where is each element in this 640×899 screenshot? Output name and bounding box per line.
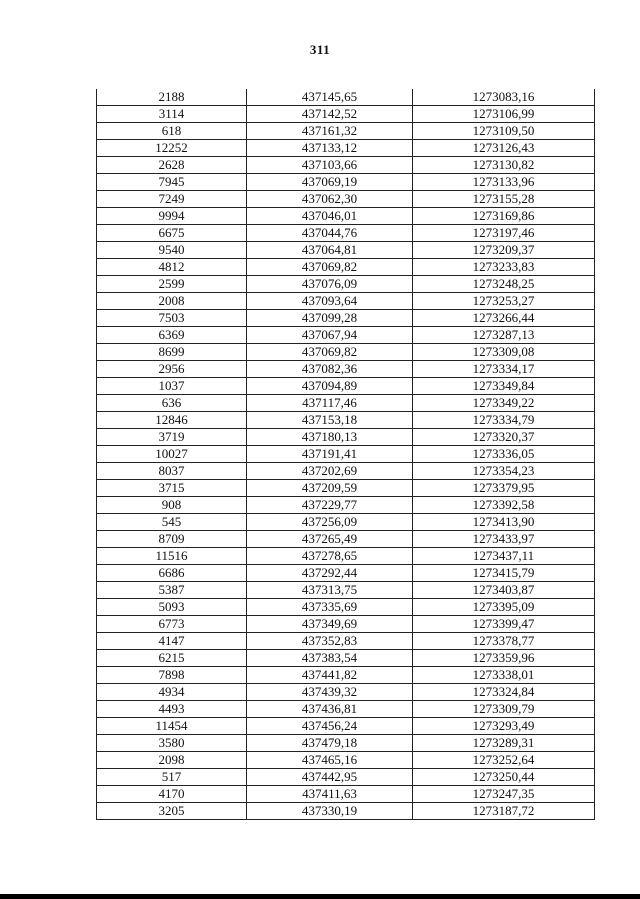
point-number-cell: 3715 <box>97 480 247 497</box>
table-row <box>97 140 595 157</box>
table-row <box>97 276 595 293</box>
y-coordinate-cell: 1273415,79 <box>413 565 595 582</box>
point-number-cell: 636 <box>97 395 247 412</box>
table-row <box>97 157 595 174</box>
point-number-cell: 9540 <box>97 242 247 259</box>
table-row <box>97 531 595 548</box>
x-coordinate-cell: 437062,30 <box>247 191 413 208</box>
point-number-cell: 6686 <box>97 565 247 582</box>
x-coordinate-cell: 437441,82 <box>247 667 413 684</box>
point-number-cell: 517 <box>97 769 247 786</box>
y-coordinate-cell: 1273293,49 <box>413 718 595 735</box>
table-row <box>97 565 595 582</box>
y-coordinate-cell: 1273320,37 <box>413 429 595 446</box>
point-number-cell: 4934 <box>97 684 247 701</box>
table-row <box>97 89 595 106</box>
table-row <box>97 259 595 276</box>
x-coordinate-cell: 437330,19 <box>247 803 413 820</box>
point-number-cell: 10027 <box>97 446 247 463</box>
x-coordinate-cell: 437064,81 <box>247 242 413 259</box>
point-number-cell: 6773 <box>97 616 247 633</box>
x-coordinate-cell: 437099,28 <box>247 310 413 327</box>
table-row <box>97 701 595 718</box>
x-coordinate-cell: 437202,69 <box>247 463 413 480</box>
y-coordinate-cell: 1273392,58 <box>413 497 595 514</box>
y-coordinate-cell: 1273379,95 <box>413 480 595 497</box>
x-coordinate-cell: 437313,75 <box>247 582 413 599</box>
point-number-cell: 1037 <box>97 378 247 395</box>
x-coordinate-cell: 437411,63 <box>247 786 413 803</box>
y-coordinate-cell: 1273169,86 <box>413 208 595 225</box>
y-coordinate-cell: 1273083,16 <box>413 89 595 106</box>
table-row <box>97 548 595 565</box>
table-row <box>97 786 595 803</box>
table-row <box>97 293 595 310</box>
table-row <box>97 395 595 412</box>
table-row <box>97 497 595 514</box>
x-coordinate-cell: 437442,95 <box>247 769 413 786</box>
x-coordinate-cell: 437069,82 <box>247 259 413 276</box>
point-number-cell: 11516 <box>97 548 247 565</box>
x-coordinate-cell: 437349,69 <box>247 616 413 633</box>
table-row <box>97 616 595 633</box>
table-row <box>97 480 595 497</box>
point-number-cell: 3580 <box>97 735 247 752</box>
x-coordinate-cell: 437209,59 <box>247 480 413 497</box>
table-row <box>97 582 595 599</box>
x-coordinate-cell: 437292,44 <box>247 565 413 582</box>
y-coordinate-cell: 1273133,96 <box>413 174 595 191</box>
y-coordinate-cell: 1273248,25 <box>413 276 595 293</box>
table-row <box>97 310 595 327</box>
point-number-cell: 3719 <box>97 429 247 446</box>
table-row <box>97 412 595 429</box>
table-row <box>97 361 595 378</box>
table-row <box>97 752 595 769</box>
table-row <box>97 208 595 225</box>
y-coordinate-cell: 1273334,17 <box>413 361 595 378</box>
table-row <box>97 803 595 820</box>
x-coordinate-cell: 437145,65 <box>247 89 413 106</box>
x-coordinate-cell: 437094,89 <box>247 378 413 395</box>
x-coordinate-cell: 437103,66 <box>247 157 413 174</box>
point-number-cell: 4493 <box>97 701 247 718</box>
x-coordinate-cell: 437335,69 <box>247 599 413 616</box>
y-coordinate-cell: 1273209,37 <box>413 242 595 259</box>
y-coordinate-cell: 1273106,99 <box>413 106 595 123</box>
page-number: 311 <box>309 42 331 57</box>
table-row <box>97 463 595 480</box>
y-coordinate-cell: 1273253,27 <box>413 293 595 310</box>
y-coordinate-cell: 1273309,08 <box>413 344 595 361</box>
table-row <box>97 633 595 650</box>
x-coordinate-cell: 437436,81 <box>247 701 413 718</box>
x-coordinate-cell: 437161,32 <box>247 123 413 140</box>
y-coordinate-cell: 1273336,05 <box>413 446 595 463</box>
y-coordinate-cell: 1273233,83 <box>413 259 595 276</box>
y-coordinate-cell: 1273266,44 <box>413 310 595 327</box>
y-coordinate-cell: 1273109,50 <box>413 123 595 140</box>
coordinates-table <box>96 89 595 820</box>
point-number-cell: 2008 <box>97 293 247 310</box>
point-number-cell: 12252 <box>97 140 247 157</box>
point-number-cell: 7503 <box>97 310 247 327</box>
x-coordinate-cell: 437076,09 <box>247 276 413 293</box>
x-coordinate-cell: 437465,16 <box>247 752 413 769</box>
point-number-cell: 2628 <box>97 157 247 174</box>
y-coordinate-cell: 1273413,90 <box>413 514 595 531</box>
x-coordinate-cell: 437265,49 <box>247 531 413 548</box>
y-coordinate-cell: 1273338,01 <box>413 667 595 684</box>
coordinates-table-container <box>96 89 594 820</box>
point-number-cell: 6215 <box>97 650 247 667</box>
x-coordinate-cell: 437278,65 <box>247 548 413 565</box>
x-coordinate-cell: 437229,77 <box>247 497 413 514</box>
point-number-cell: 5093 <box>97 599 247 616</box>
point-number-cell: 4147 <box>97 633 247 650</box>
table-row <box>97 667 595 684</box>
point-number-cell: 6369 <box>97 327 247 344</box>
x-coordinate-cell: 437046,01 <box>247 208 413 225</box>
y-coordinate-cell: 1273126,43 <box>413 140 595 157</box>
point-number-cell: 12846 <box>97 412 247 429</box>
x-coordinate-cell: 437133,12 <box>247 140 413 157</box>
table-row <box>97 242 595 259</box>
point-number-cell: 8037 <box>97 463 247 480</box>
point-number-cell: 11454 <box>97 718 247 735</box>
table-row <box>97 344 595 361</box>
y-coordinate-cell: 1273349,84 <box>413 378 595 395</box>
x-coordinate-cell: 437082,36 <box>247 361 413 378</box>
x-coordinate-cell: 437352,83 <box>247 633 413 650</box>
table-row <box>97 378 595 395</box>
point-number-cell: 2956 <box>97 361 247 378</box>
point-number-cell: 3114 <box>97 106 247 123</box>
x-coordinate-cell: 437117,46 <box>247 395 413 412</box>
x-coordinate-cell: 437180,13 <box>247 429 413 446</box>
y-coordinate-cell: 1273378,77 <box>413 633 595 650</box>
point-number-cell: 545 <box>97 514 247 531</box>
x-coordinate-cell: 437067,94 <box>247 327 413 344</box>
point-number-cell: 4812 <box>97 259 247 276</box>
x-coordinate-cell: 437383,54 <box>247 650 413 667</box>
y-coordinate-cell: 1273334,79 <box>413 412 595 429</box>
y-coordinate-cell: 1273197,46 <box>413 225 595 242</box>
x-coordinate-cell: 437069,82 <box>247 344 413 361</box>
table-row <box>97 599 595 616</box>
point-number-cell: 4170 <box>97 786 247 803</box>
table-row <box>97 684 595 701</box>
point-number-cell: 908 <box>97 497 247 514</box>
table-row <box>97 718 595 735</box>
scan-bottom-edge <box>0 894 640 899</box>
y-coordinate-cell: 1273287,13 <box>413 327 595 344</box>
y-coordinate-cell: 1273395,09 <box>413 599 595 616</box>
x-coordinate-cell: 437044,76 <box>247 225 413 242</box>
table-row <box>97 174 595 191</box>
y-coordinate-cell: 1273250,44 <box>413 769 595 786</box>
point-number-cell: 7249 <box>97 191 247 208</box>
table-row <box>97 225 595 242</box>
point-number-cell: 7945 <box>97 174 247 191</box>
point-number-cell: 9994 <box>97 208 247 225</box>
y-coordinate-cell: 1273433,97 <box>413 531 595 548</box>
y-coordinate-cell: 1273187,72 <box>413 803 595 820</box>
y-coordinate-cell: 1273324,84 <box>413 684 595 701</box>
point-number-cell: 618 <box>97 123 247 140</box>
x-coordinate-cell: 437191,41 <box>247 446 413 463</box>
y-coordinate-cell: 1273130,82 <box>413 157 595 174</box>
point-number-cell: 2098 <box>97 752 247 769</box>
y-coordinate-cell: 1273349,22 <box>413 395 595 412</box>
point-number-cell: 2599 <box>97 276 247 293</box>
table-row <box>97 429 595 446</box>
table-body <box>97 89 595 820</box>
table-row <box>97 514 595 531</box>
table-row <box>97 327 595 344</box>
point-number-cell: 3205 <box>97 803 247 820</box>
point-number-cell: 8699 <box>97 344 247 361</box>
x-coordinate-cell: 437256,09 <box>247 514 413 531</box>
x-coordinate-cell: 437456,24 <box>247 718 413 735</box>
y-coordinate-cell: 1273359,96 <box>413 650 595 667</box>
y-coordinate-cell: 1273309,79 <box>413 701 595 718</box>
y-coordinate-cell: 1273354,23 <box>413 463 595 480</box>
x-coordinate-cell: 437069,19 <box>247 174 413 191</box>
table-row <box>97 446 595 463</box>
y-coordinate-cell: 1273247,35 <box>413 786 595 803</box>
point-number-cell: 7898 <box>97 667 247 684</box>
x-coordinate-cell: 437093,64 <box>247 293 413 310</box>
point-number-cell: 8709 <box>97 531 247 548</box>
point-number-cell: 2188 <box>97 89 247 106</box>
table-row <box>97 769 595 786</box>
table-row <box>97 106 595 123</box>
y-coordinate-cell: 1273289,31 <box>413 735 595 752</box>
point-number-cell: 6675 <box>97 225 247 242</box>
table-row <box>97 650 595 667</box>
y-coordinate-cell: 1273437,11 <box>413 548 595 565</box>
table-row <box>97 123 595 140</box>
table-row <box>97 191 595 208</box>
y-coordinate-cell: 1273155,28 <box>413 191 595 208</box>
y-coordinate-cell: 1273403,87 <box>413 582 595 599</box>
y-coordinate-cell: 1273252,64 <box>413 752 595 769</box>
x-coordinate-cell: 437439,32 <box>247 684 413 701</box>
x-coordinate-cell: 437479,18 <box>247 735 413 752</box>
y-coordinate-cell: 1273399,47 <box>413 616 595 633</box>
x-coordinate-cell: 437153,18 <box>247 412 413 429</box>
point-number-cell: 5387 <box>97 582 247 599</box>
x-coordinate-cell: 437142,52 <box>247 106 413 123</box>
table-row <box>97 735 595 752</box>
